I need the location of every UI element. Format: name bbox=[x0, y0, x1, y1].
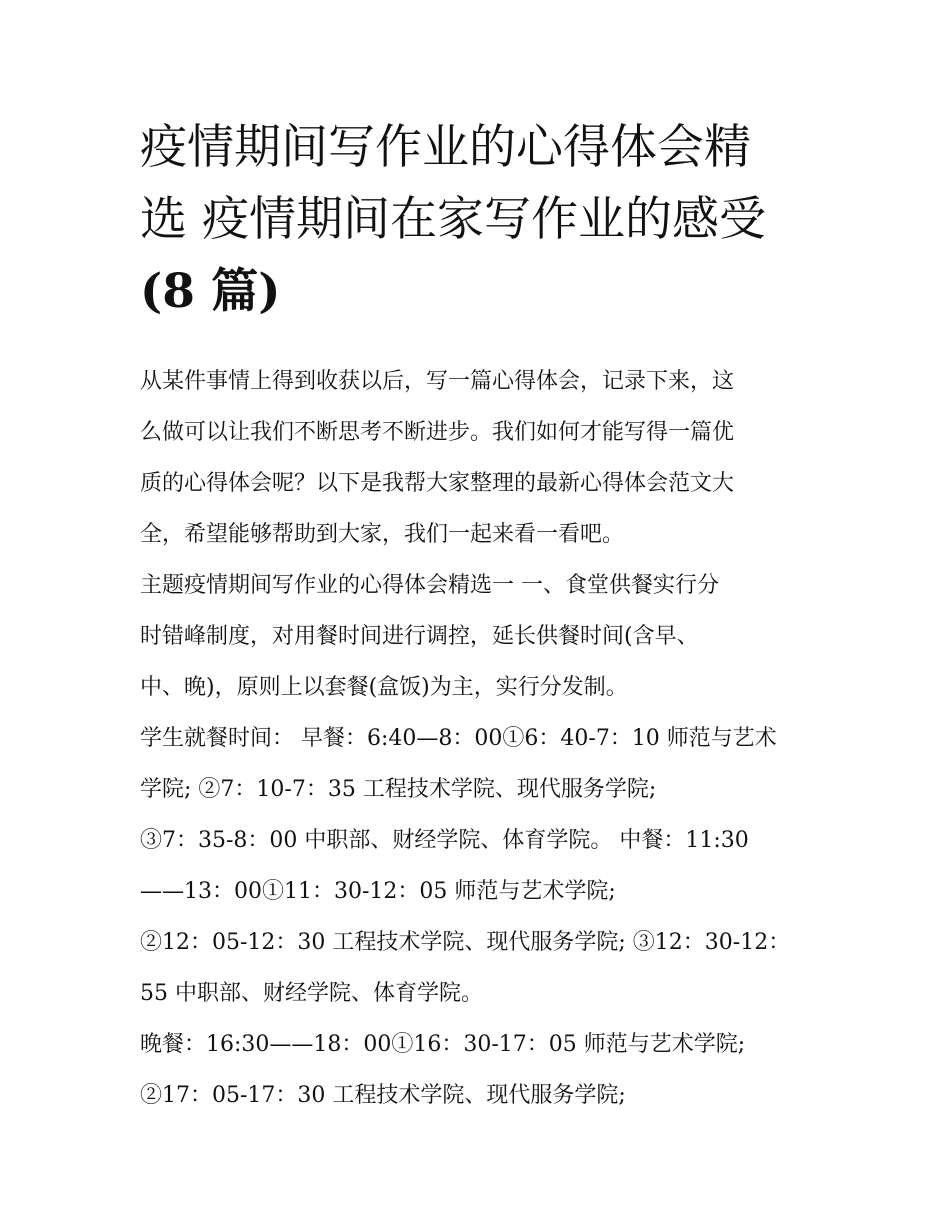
body-line: 晚餐：16:30——18：00①16：30-17：05 师范与艺术学院; bbox=[140, 1032, 746, 1057]
document-body bbox=[140, 356, 820, 1121]
title-line: 选 疫情期间在家写作业的感受 bbox=[140, 192, 766, 247]
body-line: ②12：05-12：30 工程技术学院、现代服务学院; ③12：30-12： bbox=[140, 930, 791, 955]
body-line: ③7：35-8：00 中职部、财经学院、体育学院。 中餐：11:30 bbox=[140, 828, 749, 853]
body-line: 中、晚)，原则上以套餐(盒饭)为主，实行分发制。 bbox=[140, 675, 628, 700]
body-line: ——13：00①11：30-12：05 师范与艺术学院; bbox=[140, 879, 616, 904]
body-line: 主题疫情期间写作业的心得体会精选一 一、食堂供餐实行分 bbox=[140, 573, 719, 598]
body-line: 55 中职部、财经学院、体育学院。 bbox=[140, 981, 483, 1006]
body-line: 全，希望能够帮助到大家，我们一起来看一看吧。 bbox=[140, 522, 625, 547]
body-line: 质的心得体会呢？以下是我帮大家整理的最新心得体会范文大 bbox=[140, 471, 735, 496]
body-line: 学生就餐时间： 早餐：6:40—8：00①6：40-7：10 师范与艺术 bbox=[140, 726, 777, 751]
body-line: 从某件事情上得到收获以后，写一篇心得体会，记录下来，这 bbox=[140, 369, 735, 394]
body-line: 时错峰制度，对用餐时间进行调控，延长供餐时间(含早、 bbox=[140, 624, 699, 649]
body-line: 学院; ②7：10-7：35 工程技术学院、现代服务学院; bbox=[140, 777, 657, 802]
document-title bbox=[140, 112, 820, 328]
body-line: 么做可以让我们不断思考不断进步。我们如何才能写得一篇优 bbox=[140, 420, 735, 445]
title-line: 疫情期间写作业的心得体会精 bbox=[140, 120, 751, 175]
title-line: (8 篇) bbox=[140, 264, 281, 319]
body-line: ②17：05-17：30 工程技术学院、现代服务学院; bbox=[140, 1083, 626, 1108]
